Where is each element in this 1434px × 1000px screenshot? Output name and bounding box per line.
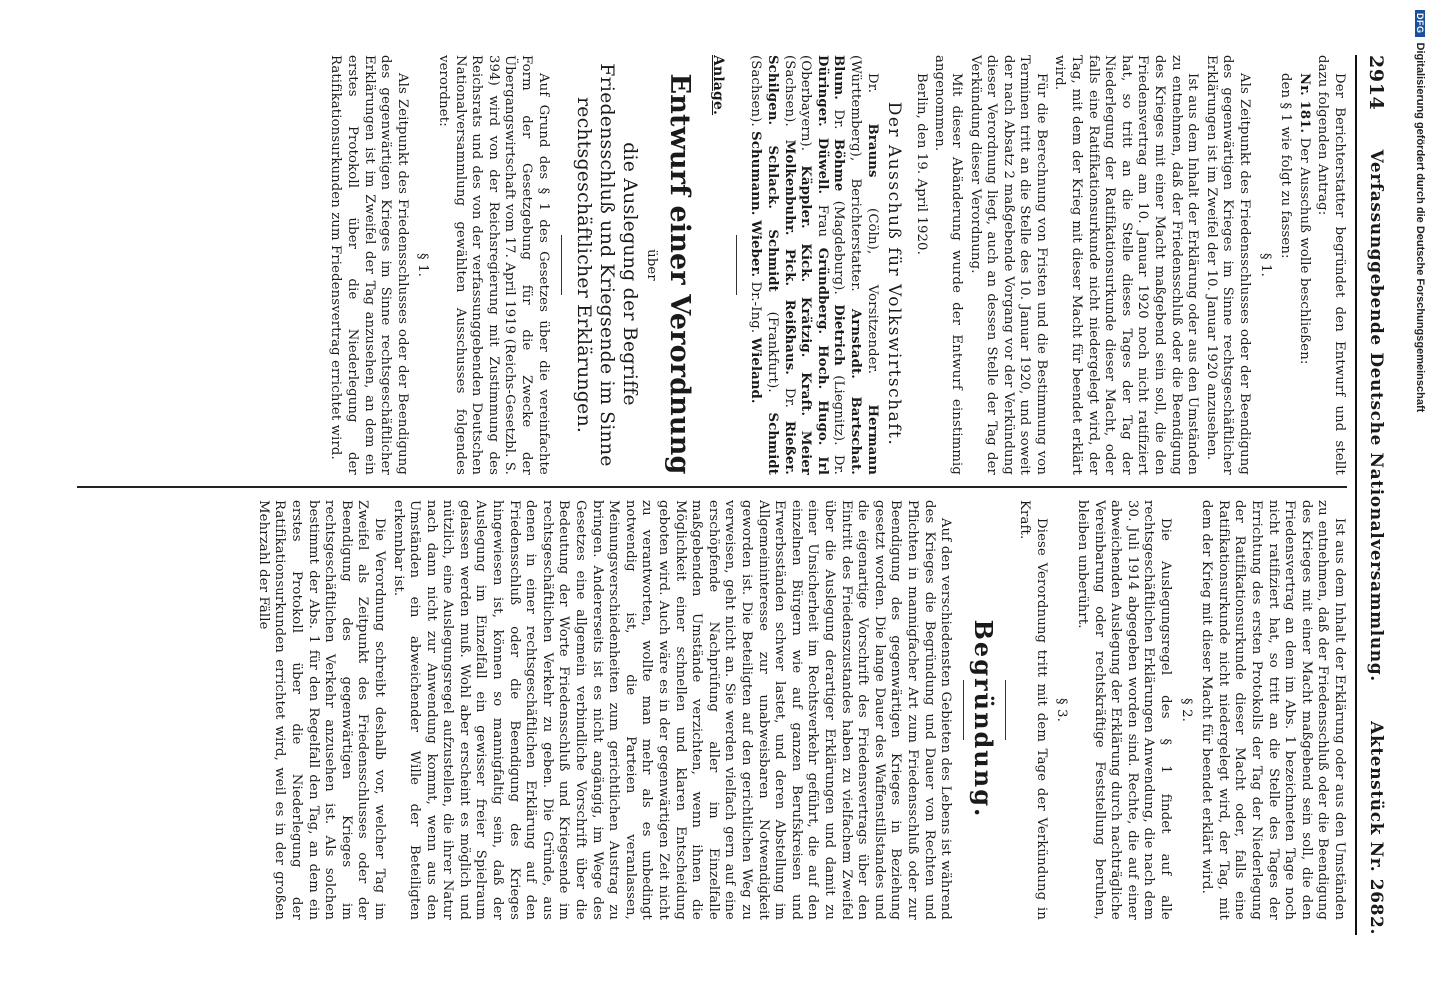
member-text: (Frankfurt). bbox=[765, 291, 780, 413]
digitization-credit bbox=[1412, 10, 1430, 990]
left-column bbox=[67, 55, 1347, 475]
adoption-note: Mit dieser Abänderung wurde der Entwurf einstimmig angenommen. bbox=[932, 55, 964, 475]
member-name: Schumann. Wieber. bbox=[748, 131, 764, 278]
antrag-number: Nr. 181. bbox=[1296, 73, 1312, 134]
draft-about: über bbox=[644, 249, 660, 281]
member-text: Frau bbox=[814, 194, 830, 248]
section-heading: § 1. bbox=[1257, 253, 1273, 277]
member-text: Dr. bbox=[864, 73, 880, 124]
member-name: Gründberg. Hoch. Hugo. Irl bbox=[814, 247, 830, 475]
document-page bbox=[65, 55, 1395, 935]
annex-label: Anlage. bbox=[709, 55, 726, 116]
member-name: Wieland. bbox=[748, 337, 764, 404]
member-text: Dr. bbox=[831, 100, 847, 139]
member-name: Hermann bbox=[864, 404, 880, 475]
member-text: (Cöln), Vorsitzender. bbox=[864, 177, 880, 405]
page-number: 2914 bbox=[1365, 55, 1388, 111]
draft-section-3-heading: § 3. bbox=[1054, 698, 1070, 722]
member-name: Rießer. Schilgen. Schlack. Schmidt bbox=[765, 55, 797, 475]
section-1-paragraph-3: Für die Berechnung von Fristen und die Bestimmung von Terminen tritt an die Stelle des 10. Januar 1920, und soweit der nach Absatz 2 maßgebende Vorgang vor der Verkündung dieser Verordnung liegt, auch an dessen Stelle der Tag der Verkündung dieser Verordnung. bbox=[967, 55, 1049, 475]
section-1-paragraph-1: Als Zeitpunkt des Friedensschlusses oder der Beendigung des gegenwärtigen Krieges im Sinne rechtsgeschäftlicher Erklärungen ist im Zweifel der 10. Januar 1920 anzusehen. bbox=[1203, 55, 1253, 475]
member-text: (Sachsen). bbox=[781, 55, 797, 140]
member-name: Böhme bbox=[831, 138, 847, 192]
member-name: Düringer. Düwell. bbox=[814, 55, 830, 195]
member-text: (Württemberg), Berichterstatter. bbox=[847, 55, 863, 309]
divider bbox=[561, 235, 562, 295]
divider bbox=[1005, 680, 1006, 740]
divider bbox=[736, 235, 737, 295]
committee-name: Der Ausschuß für Volkswirtschaft. bbox=[884, 101, 905, 447]
member-text: (Oberbayern). bbox=[798, 55, 814, 166]
publication-title: Verfassunggebende Deutsche Nationalversammlung. bbox=[1366, 149, 1387, 682]
antrag-paragraph bbox=[1295, 55, 1312, 475]
draft-section-1-paragraph-2: Ist aus dem Inhalt der Erklärung oder aus den Umständen zu entnehmen, daß der Friedensschluß oder die Beendigung des Krieges mit einer Macht maßgebend sein soll, die den Friedensvertrag an dem im Abs. 1 bezeichneten Tage noch nicht ratifiziert hat, so tritt an die Stelle des Tages der Errichtung des ersten Protokolls der Tag der Niederlegung der Ratifikationsurkunde dieser Macht oder, falls eine Ratifikationsurkunde nicht niedergelegt wird, der Tag, mit dem der Krieg mit dieser Macht für beendet erklärt wird. bbox=[1199, 500, 1347, 920]
member-text: (Magdeburg). bbox=[831, 191, 847, 305]
column-divider bbox=[77, 486, 1347, 488]
preamble: Auf Grund des § 1 des Gesetzes über die vereinfachte Form der Gesetzgebung für die Zwecke der Übergangswirtschaft vom 17. April 1919 (Reichs-Gesetzbl. S. 394) wird von der Reichsregierung mit Zustimmung des Reichsrats und des von der verfassunggebenden Deutschen Nationalversammlung gewählten Ausschusses folgendes verordnet: bbox=[436, 55, 551, 475]
dfg-logo: DFG bbox=[1415, 10, 1425, 37]
draft-section-2-heading: § 2. bbox=[1178, 698, 1194, 722]
draft-subject: die Auslegung der Begriffe Friedensschluß und Kriegsende im Sinne rechtsgeschäftlicher Erklärungen. bbox=[572, 63, 641, 467]
member-name: Schmidt bbox=[765, 412, 780, 475]
document-number: Aktenstück Nr. 2682. bbox=[1366, 721, 1387, 935]
draft-section-1-text: Als Zeitpunkt des Friedensschlusses oder der Beendigung des gegenwärtigen Krieges im Sinne rechtsgeschäftlicher Erklärungen ist im Zweifel der Tag anzusehen, an dem ein erstes Protokoll über die Niederlegung der Ratifikationsurkunden zum Friedensvertrag errichtet wird. bbox=[328, 55, 410, 475]
member-text: (Liegnitz). Dr. bbox=[831, 365, 847, 475]
member-name: Dietrich bbox=[831, 304, 847, 366]
reasoning-paragraph-2: Die Verordnung schreibt deshalb vor, welcher Tag im Zweifel als Zeitpunkt des Friedensschlusses oder der Beendigung des gegenwärtigen Krieges im rechtsgeschäftlichen Verkehr anzusehen ist. Als solchen bestimmt der Abs. 1 für den Regelfall den Tag, an dem ein erstes Protokoll über die Niederlegung der Ratifikationsurkunden errichtet wird, weil es in der großen Mehrzahl der Fälle bbox=[255, 500, 387, 920]
draft-title: Entwurf einer Verordnung bbox=[664, 73, 696, 475]
divider bbox=[963, 680, 964, 740]
member-name: Brauns bbox=[864, 123, 880, 178]
antrag-text: Der Ausschuß wolle beschließen: bbox=[1296, 133, 1312, 365]
member-name: Arnstadt. Bartschat. Blum. bbox=[831, 55, 863, 475]
place-date: Berlin, den 19. April 1920. bbox=[913, 73, 929, 255]
member-text: Dr.-Ing. bbox=[748, 277, 764, 338]
intro-paragraph: Der Berichterstatter begründet den Entwurf und stellt dazu folgenden Antrag: bbox=[1315, 55, 1347, 475]
section-1-paragraph-2: Ist aus dem Inhalt der Erklärung oder aus den Umständen zu entnehmen, daß der Friedensschluß oder die Beendigung des Krieges mit einer Macht maßgebend sein soll, die den Friedensvertrag am 10. Januar 1920 noch nicht ratifiziert hat, so tritt an die Stelle dieses Tages der Tag der Niederlegung der Ratifikationsurkunde dieser Macht, oder falls eine Ratifikationsurkunde nicht niedergelegt wird, der Tag, mit dem der Krieg mit dieser Macht für beendet erklärt wird. bbox=[1052, 55, 1201, 475]
reasoning-title: Begründung. bbox=[968, 619, 998, 819]
draft-section-2-text: Die Auslegungsregel des § 1 findet auf alle rechtsgeschäftlichen Erklärungen Anwendung, die nach dem 30. Juli 1914 abgegeben worden sind. Rechte, die auf einer abweichenden Auslegung der Erklärung durch nachträgliche Vereinbarung oder rechtskräftige Feststellung beruhen, bleiben unberührt. bbox=[1075, 500, 1174, 920]
committee-members bbox=[747, 55, 880, 475]
credit-text-line bbox=[1414, 10, 1426, 710]
member-name: Molkenbuhr. Pick. Reißhaus. bbox=[781, 139, 797, 376]
member-text: Dr. bbox=[781, 375, 797, 421]
reasoning-paragraph-1: Auf den verschiedensten Gebieten des Lebens ist während des Krieges die Begründung und Dauer von Rechten und Pflichten in mannigfacher Art zum Friedensschluß oder zur Beendigung des gegenwärtigen Krieges in Beziehung gesetzt worden. Die lange Dauer des Waffenstillstandes und die eigenartige Vorschrift des Friedensvertrags über den Eintritt des Friedenszustandes haben zu vielfachem Zweifel über die Auslegung derartiger Erklärungen und damit zu einer Unsicherheit im Rechtsverkehr geführt, die auf den einzelnen Bürgern wie auf ganzen Berufskreisen und Erwerbsständen schwer lastet, und deren Abstellung im Allgemeininteresse zur unabweisbaren Notwendigkeit geworden ist. Die Beteiligten auf den gerichtlichen Weg zu verweisen, geht nicht an. Sie werden vielfach gern auf eine erschöpfende Nachprüfung aller im Einzelfalle maßgebenden Umstände verzichten, wenn ihnen die Möglichkeit einer schnellen und klaren Entscheidung geboten wird. Auch wäre es in der gegenwärtigen Zeit nicht zu verantworten, wollte man mehr als es unbedingt notwendig ist, die Parteien veranlassen, Meinungsverschiedenheiten zum gerichtlichen Austrag zu bringen. Andererseits ist es nicht angängig, im Wege des Gesetzes eine allgemein verbindliche Vorschrift über die Bedeutung der Worte Friedensschluß und Kriegsende im rechtsgeschäftlichen Verkehr zu geben. Die Gründe, aus denen in einer rechtsgeschäftlichen Erklärung auf den Friedensschluß oder die Beendigung des Krieges hingewiesen ist, können so mannigfaltig sein, daß der Auslegung im Einzelfall ein gewisser freier Spielraum gelassen werden muß. Wohl aber erscheint es möglich und nützlich, eine Auslegungsregel aufzustellen, die ihrer Natur nach dann nicht zur Anwendung kommt, wenn aus den Umständen ein abweichender Wille der Beteiligten erkennbar ist. bbox=[390, 500, 954, 920]
antrag-text-2: den § 1 wie folgt zu fassen: bbox=[1278, 73, 1294, 259]
member-name: Käppler. Kick. Krätzig. Kraft. Meier bbox=[798, 165, 814, 475]
draft-section-1-heading: § 1. bbox=[415, 253, 431, 277]
right-column bbox=[67, 500, 1347, 920]
member-text: (Sachsen). bbox=[748, 55, 764, 132]
page-header bbox=[1355, 55, 1395, 935]
credit-text: Digitalisierung gefördert durch die Deutsche Forschungsgemeinschaft bbox=[1414, 42, 1426, 413]
draft-section-3-text: Diese Verordnung tritt mit dem Tage der Verkündung in Kraft. bbox=[1017, 500, 1049, 920]
